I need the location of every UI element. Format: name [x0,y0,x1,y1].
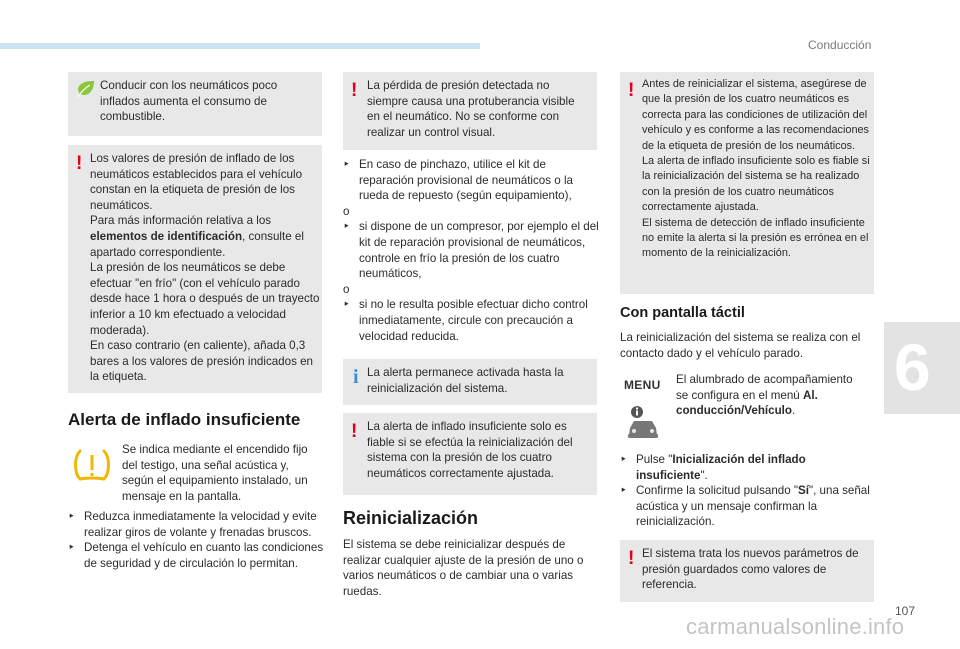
heading-reset: Reinicialización [343,508,479,528]
menu-label: MENU [624,378,661,392]
list-item: ‣ Confirme la solicitud pulsando "Sí", una señal acústica y un mensaje confirman la reinicialización. [620,484,870,529]
warning-box-text [642,77,870,262]
section-title: Conducción [808,38,872,52]
alert-instructions [68,509,324,571]
reliability-text: La alerta de inflado insuficiente solo es fiable si la reinicialización del sistema se ha realizado con la presión de los cuatro neumáticos correctamente ajustada. [642,155,870,214]
or-text: o [343,282,350,296]
list-item: ‣ si dispone de un compresor, por ejemplo el del kit de reparación provisional de neumáticos, controle en frío la presión de los cuatro neumáticos, [343,220,599,281]
or-text: o [343,204,350,218]
warning-box-text [90,151,320,385]
warning-box-reliability [343,413,597,495]
heading-alert: Alerta de inflado insuficiente [68,410,301,429]
reset-paragraph: El sistema se debe reinicializar después de realizar cualquier ajuste de la presión de uno o varios neumáticos o de cambiar una o varias ruedas. [343,538,584,598]
reset-steps [620,452,876,530]
heading-touchscreen: Con pantalla táctil [620,305,745,321]
check-pressure-text: Antes de reinicializar el sistema, asegúrese de que la presión de los cuatro neumáticos es correcta para las condiciones de utilización del vehículo y es conforme a las recomendaciones de la etiqueta de presión de los neumáticos. [642,78,870,152]
list-item: ‣ si no le resulta posible efectuar dicho control inmediatamente, circule con precaución a velocidad reducida. [343,298,588,343]
header-bar [0,43,480,49]
page-number: 107 [895,604,916,618]
warning-icon: ! [351,80,358,101]
warning-icon: ! [628,548,635,569]
list-item: ‣ En caso de pinchazo, utilice el kit de reparación provisional de neumáticos o la rueda de repuesto (según equipamiento), [343,158,573,203]
warning-box-pressure [68,145,322,393]
warning-box-text: El sistema trata los nuevos parámetros de presión guardados como valores de referencia. [642,547,859,592]
no-alert-text: El sistema de detección de inflado insuficiente no emite la alerta si la presión es errónea en el momento de la reinicialización. [642,216,869,260]
alert-description: Se indica mediante el encendido fijo del testigo, una señal acústica y, según el equipamiento instalado, un mensaje en la pantalla. [122,443,308,503]
bullet-arrow-icon: ‣ [68,510,75,523]
list-item: ‣ Detenga el vehículo en cuanto las condiciones de seguridad y de circulación lo permitan. [68,541,324,570]
menu-description: El alumbrado de acompañamiento se configura en el menú Al. conducción/Vehículo. [676,373,853,418]
puncture-instructions [343,157,599,344]
hot-check-text: En caso contrario (en caliente), añada 0,3 bares a los valores de presión indicados en la etiqueta. [90,339,313,384]
info-box-text: La alerta permanece activada hasta la reinicialización del sistema. [367,366,564,395]
eco-note-box [68,72,322,136]
bullet-arrow-icon: ‣ [343,220,350,234]
warning-box-text: La pérdida de presión detectada no siempre causa una protuberancia visible en el neumático. No se conforme con realizar un control visual. [367,79,575,139]
tyre-pressure-warning-icon [72,447,112,485]
watermark: carmanualsonline.info [686,614,905,639]
warning-box-text: La alerta de inflado insuficiente solo es fiable si se efectúa la reinicialización del sistema con la presión de los cuatro neumáticos correctamente ajustada. [367,420,573,480]
pressure-label-text: Los valores de presión de inflado de los neumáticos establecidos para el vehículo constan en la etiqueta de presión de los neumáticos. [90,152,303,212]
identification-text: Para más información relativa a los elementos de identificación, consulte el apartado correspondiente. [90,214,304,259]
bullet-arrow-icon: ‣ [620,484,627,498]
warning-box-visual-check [343,72,597,150]
bullet-arrow-icon: ‣ [68,541,75,555]
warning-box-reference [620,540,874,602]
touchscreen-paragraph: La reinicialización del sistema se realiza con el contacto dado y el vehículo parado. [620,331,861,360]
list-item: ‣ Reduzca inmediatamente la velocidad y evite realizar giros de volante y frenadas bruscos. [68,510,317,539]
warning-icon: ! [351,421,358,442]
bullet-arrow-icon: ‣ [620,453,627,466]
eco-note-text: Conducir con los neumáticos poco inflados aumenta el consumo de combustible. [100,79,278,124]
cold-check-text: La presión de los neumáticos se debe efectuar "en frío" (con el vehículo parado desde hace 1 hora o después de un trayecto inferior a 10 km efectuado a velocidad moderada). [90,261,320,337]
info-box-alert-active [343,359,597,405]
eco-leaf-icon [76,80,96,98]
warning-icon: ! [628,80,635,101]
chapter-number: 6 [894,330,931,404]
warning-icon: ! [76,153,83,174]
list-item: ‣ Pulse "Inicialización del inflado insuficiente". [620,453,806,482]
info-icon: i [353,366,359,388]
vehicle-settings-icon [624,404,662,442]
bullet-arrow-icon: ‣ [343,298,350,312]
bullet-arrow-icon: ‣ [343,158,350,171]
warning-box-before-reset [620,72,874,294]
